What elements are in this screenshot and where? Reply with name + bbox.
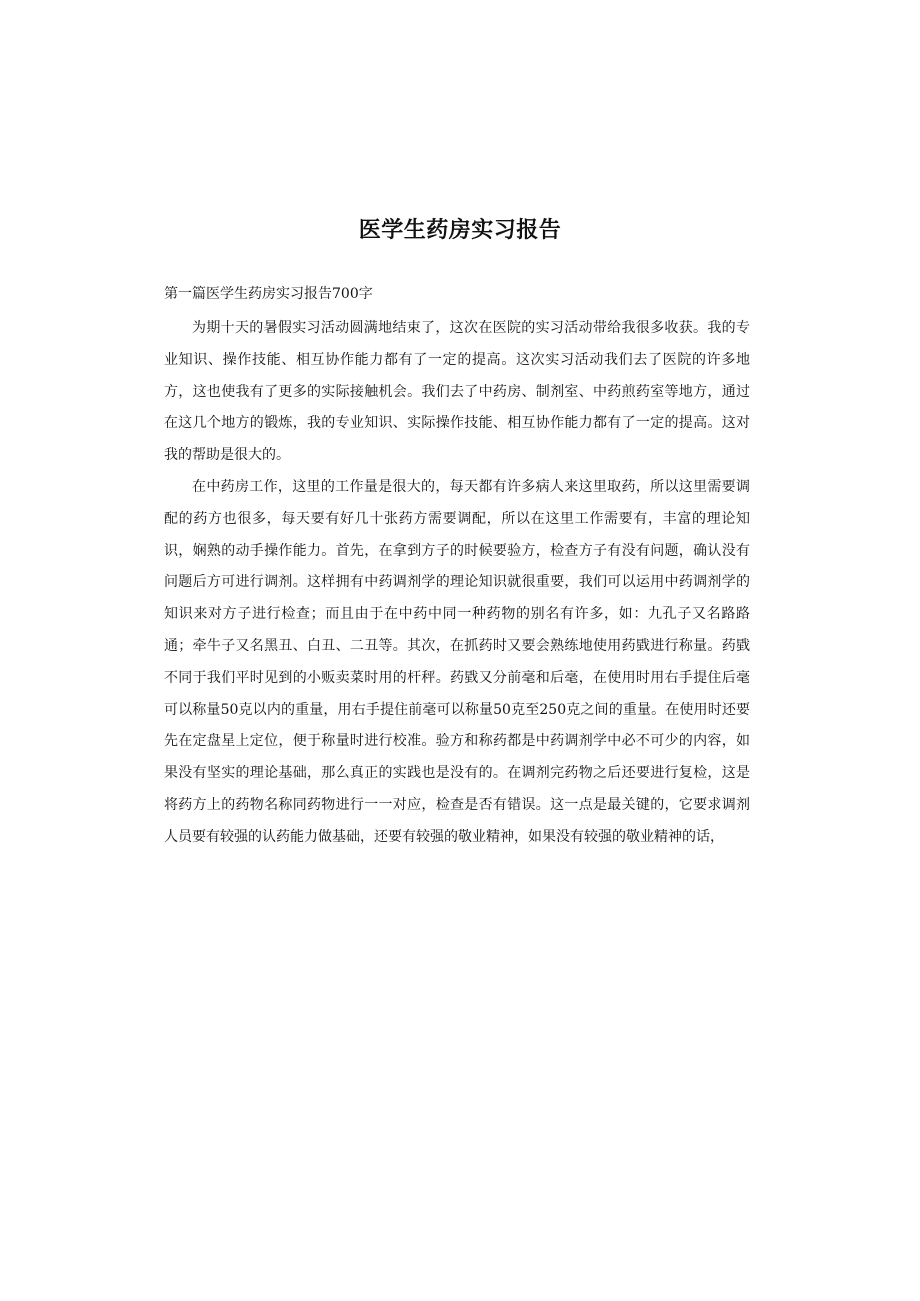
document-subtitle: 第一篇医学生药房实习报告700字 — [164, 286, 373, 302]
document-title: 医学生药房实习报告 — [358, 218, 562, 243]
paragraph-1: 为期十天的暑假实习活动圆满地结束了，这次在医院的实习活动带给我很多收获。我的专业知识、操作技能、相互协作能力都有了一定的提高。这次实习活动我们去了医院的许多地方，这也使我有了更多的实际接触机会。我们去了中药房、制剂室、中药煎药室等地方，通过在这几个地方的锻炼，我的专业知识、实际操作技能、相互协作能力都有了一定的提高。这对我的帮助是很大的。 — [164, 320, 750, 464]
document-body — [164, 313, 750, 854]
paragraph-2: 在中药房工作，这里的工作量是很大的，每天都有许多病人来这里取药，所以这里需要调配的药方也很多，每天要有好几十张药方需要调配，所以在这里工作需要有，丰富的理论知识，娴熟的动手操作能力。首先，在拿到方子的时候要验方，检查方子有没有问题，确认没有问题后方可进行调剂。这样拥有中药调剂学的理论知识就很重要，我们可以运用中药调剂学的知识来对方子进行检查；而且由于在中药中同一种药物的别名有许多，如：九孔子又名路路通；牵牛子又名黑丑、白丑、二丑等。其次，在抓药时又要会熟练地使用药戥进行称量。药戥不同于我们平时见到的小贩卖菜时用的杆秤。药戥又分前毫和后毫，在使用时用右手提住后毫可以称量50克以内的重量，用右手提住前毫可以称量50克至250克之间的重量。在使用时还要先在定盘星上定位，便于称量时进行校准。验方和称药都是中药调剂学中必不可少的内容，如果没有坚实的理论基础，那么真正的实践也是没有的。在调剂完药物之后还要进行复检，这是将药方上的药物名称同药物进行一一对应，检查是否有错误。这一点是最关键的，它要求调剂人员要有较强的认药能力做基础，还要有较强的敬业精神，如果没有较强的敬业精神的话， — [164, 478, 750, 845]
